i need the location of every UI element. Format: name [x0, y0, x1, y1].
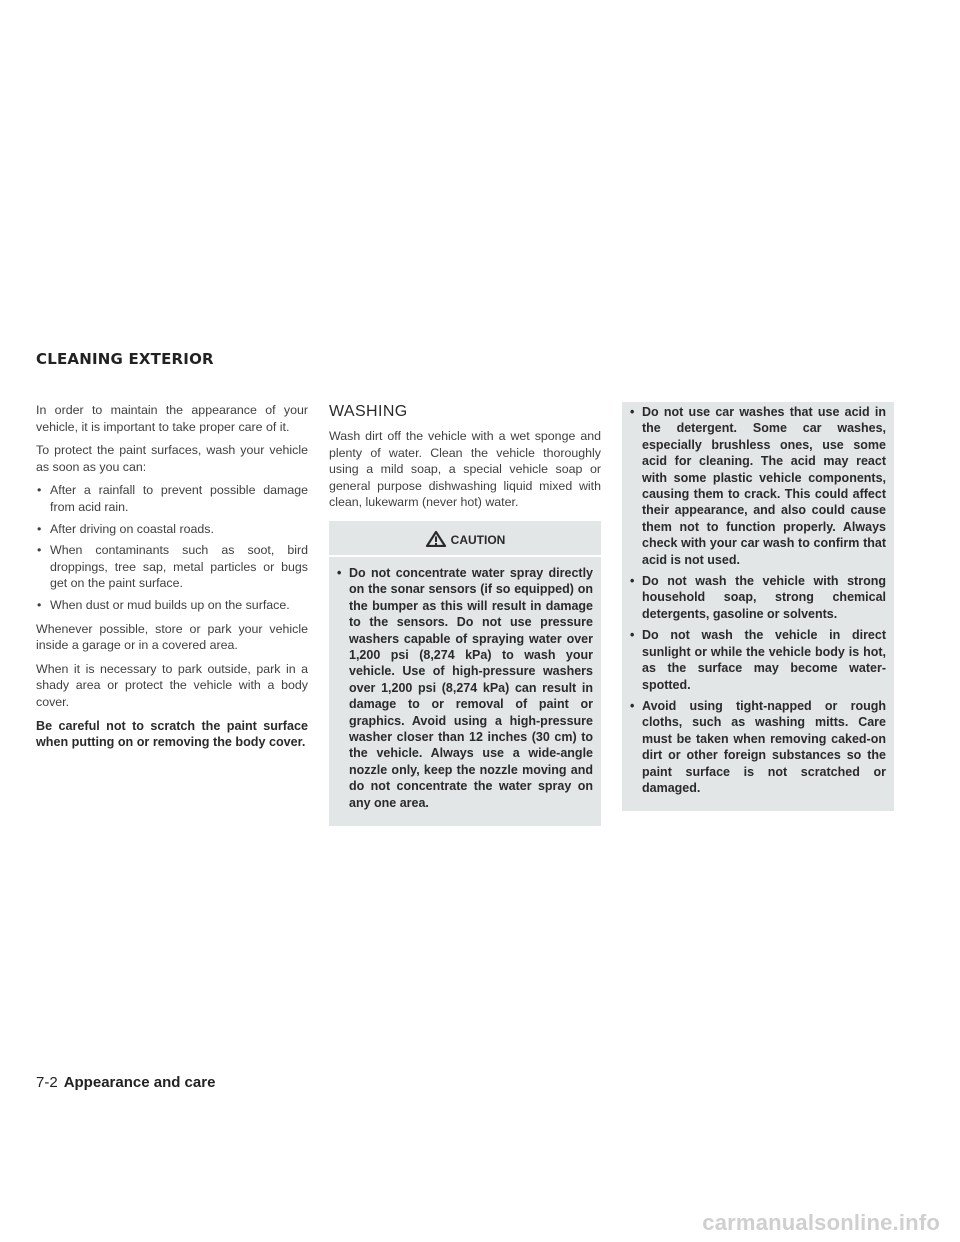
- caution-continued-column: [622, 402, 894, 811]
- chapter-title: Appearance and care: [63, 1074, 216, 1091]
- scratch-warning-note: Be careful not to scratch the paint surface when putting on or removing the body cover.: [36, 718, 308, 750]
- intro-paragraph-1: In order to maintain the appearance of your vehicle, it is important to take proper care of it.: [36, 403, 308, 434]
- caution-item: • Do not wash the vehicle with strong household soap, strong chemical detergents, gasoline or solvents.: [630, 573, 886, 622]
- list-item: • After driving on coastal roads.: [36, 521, 308, 538]
- caution-header: [337, 521, 593, 549]
- page-footer: [36, 1074, 215, 1091]
- list-item: • When contaminants such as soot, bird droppings, tree sap, metal particles or bugs get on the paint surface.: [36, 542, 308, 592]
- list-item: • When dust or mud builds up on the surface.: [36, 597, 308, 614]
- intro-paragraph-2: To protect the paint surfaces, wash your vehicle as soon as you can:: [36, 443, 308, 474]
- caution-item: • Do not concentrate water spray directly on the sonar sensors (if so equipped) on the bumper as this will result in damage to the sensors. Do not use pressure washers capable of spraying water over 1,200 psi (8,274 kPa) to wash your vehicle. Use of high-pressure washers over 1,200 psi (8,274 kPa) can result in damage to or removal of paint or graphics. Avoid using a high-pressure washer closer than 12 inches (30 cm) to the vehicle. Always use a wide-angle nozzle only, keep the nozzle moving and do not concentrate the water spray on any one area.: [337, 565, 593, 811]
- intro-paragraph-3: Whenever possible, store or park your vehicle inside a garage or in a covered area.: [36, 621, 308, 653]
- caution-label: CAUTION: [450, 532, 506, 547]
- intro-paragraph-4: When it is necessary to park outside, park in a shady area or protect the vehicle with a body cover.: [36, 661, 308, 709]
- caution-box: [329, 521, 601, 826]
- washing-heading: WASHING: [329, 403, 408, 420]
- caution-item: • Avoid using tight-napped or rough cloths, such as washing mitts. Care must be taken when removing caked-on dirt or other foreign substances so the paint surface is not scratched or damaged.: [630, 698, 886, 796]
- caution-warning-icon: [425, 531, 447, 547]
- section-title: CLEANING EXTERIOR: [36, 350, 214, 368]
- caution-item: • Do not wash the vehicle in direct sunlight or while the vehicle body is hot, as the surface may become water-spotted.: [630, 627, 886, 693]
- washing-paragraph: Wash dirt off the vehicle with a wet sponge and plenty of water. Clean the vehicle thoroughly using a mild soap, a special vehicle soap or general purpose dishwashing liquid mixed with clean, lukewarm (never hot) water.: [329, 429, 601, 510]
- intro-column: [36, 402, 308, 751]
- caution-item: • Do not use car washes that use acid in the detergent. Some car washes, especially brushless ones, use some acid for cleaning. The acid may react with some plastic vehicle components, causing them to crack. This could affect their appearance, and also could cause them not to function properly. Always check with your car wash to confirm that acid is not used.: [630, 404, 886, 568]
- page-number: 7-2: [36, 1074, 58, 1091]
- wash-conditions-list: [36, 482, 308, 613]
- caution-divider: [329, 555, 601, 557]
- caution-box-continued: [622, 402, 894, 811]
- caution-list-right: [630, 404, 886, 796]
- caution-list-left: [337, 565, 593, 811]
- list-item: • After a rainfall to prevent possible damage from acid rain.: [36, 482, 308, 515]
- washing-column: [329, 402, 601, 826]
- watermark: carmanualsonline.info: [702, 1210, 940, 1235]
